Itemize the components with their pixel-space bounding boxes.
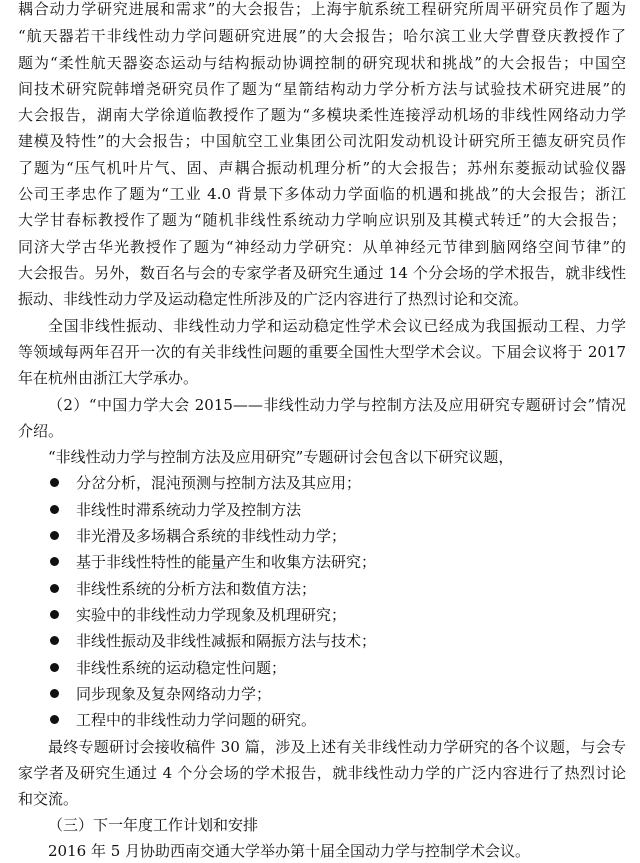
list-item-text: 基于非线性特性的能量产生和收集方法研究； bbox=[76, 553, 377, 571]
list-item-text: 分岔分析，混沌预测与控制方法及其应用； bbox=[76, 474, 362, 492]
paragraph-1-line: 公司王孝忠作了题为“工业 4.0 背景下多体动力学面临的机遇和挑战”的大会报告；浙江 bbox=[18, 185, 626, 203]
list-item-text: 实验中的非线性动力学现象及机理研究； bbox=[76, 606, 347, 624]
list-item-text: 同步现象及复杂网络动力学； bbox=[76, 685, 272, 703]
list-item-text: 工程中的非线性动力学问题的研究。 bbox=[76, 711, 317, 729]
paragraph-1-line: 耦合动力学研究进展和需求”的大会报告；上海宇航系统工程研究所周平研究员作了题为 bbox=[18, 0, 626, 18]
list-item-text: 非线性振动及非线性减振和隔振方法与技术； bbox=[76, 632, 377, 650]
section-3-heading: （三）下一年度工作计划和安排 bbox=[48, 816, 259, 834]
bullet-icon bbox=[50, 610, 59, 619]
bullet-icon bbox=[50, 557, 59, 566]
list-item-text: 非光滑及多场耦合系统的非线性动力学； bbox=[76, 527, 347, 545]
paragraph-1-line: 建模及特性”的大会报告；中国航空工业集团公司沈阳发动机设计研究所王德友研究员作 bbox=[18, 132, 626, 150]
bullet-icon bbox=[50, 505, 59, 514]
list-item bbox=[18, 473, 626, 493]
paragraph-1-line: 题为“柔性航天器姿态运动与结构振动协调控制的研究现状和挑战”的大会报告；中国空 bbox=[18, 54, 626, 72]
list-item bbox=[18, 552, 626, 572]
paragraph-2-line: 等领域每两年召开一次的有关非线性问题的重要全国性大型学术会议。下届会议将于 2017 bbox=[18, 343, 626, 361]
bullet-icon bbox=[50, 715, 59, 724]
list-item bbox=[18, 579, 626, 599]
list-item bbox=[18, 605, 626, 625]
bullet-icon bbox=[50, 478, 59, 487]
list-item-text: 非线性系统的分析方法和数值方法； bbox=[76, 580, 317, 598]
paragraph-1-line: 了题为“压气机叶片气、固、声耦合振动机理分析”的大会报告；苏州东菱振动试验仪器 bbox=[18, 159, 626, 177]
plan-line: 2016 年 5 月协助西南交通大学举办第十届全国动力学与控制学术会议。 bbox=[48, 842, 531, 860]
summary-line: 最终专题研讨会接收稿件 30 篇，涉及上述有关非线性动力学研究的各个议题，与会专 bbox=[48, 738, 626, 756]
bullet-icon bbox=[50, 689, 59, 698]
section-2-heading-line: 介绍。 bbox=[18, 422, 64, 440]
summary-line: 和交流。 bbox=[18, 790, 79, 808]
list-item bbox=[18, 500, 626, 520]
list-item bbox=[18, 710, 626, 730]
summary-line: 家学者及研究生通过 4 个分会场的学术报告，就非线性动力学的广泛内容进行了热烈讨论 bbox=[18, 764, 626, 782]
paragraph-1-line: 同济大学古华光教授作了题为“神经动力学研究：从单神经元节律到脑网络空间节律”的 bbox=[18, 238, 626, 256]
section-2-heading-line: （2）“中国力学大会 2015——非线性动力学与控制方法及应用研究专题研讨会”情况 bbox=[48, 396, 626, 414]
paragraph-1-line: 振动、非线性动力学及运动稳定性所涉及的广泛内容进行了热烈讨论和交流。 bbox=[18, 290, 529, 308]
list-item bbox=[18, 684, 626, 704]
bullet-icon bbox=[50, 584, 59, 593]
list-item bbox=[18, 526, 626, 546]
list-item-text: 非线性系统的运动稳定性问题； bbox=[76, 659, 287, 677]
paragraph-2-line: 全国非线性振动、非线性动力学和运动稳定性学术会议已经成为我国振动工程、力学 bbox=[48, 317, 626, 335]
paragraph-1-line: 大会报告。另外，数百名与会的专家学者及研究生通过 14 个分会场的学术报告，就非线性 bbox=[18, 264, 626, 282]
topics-intro: “非线性动力学与控制方法及应用研究”专题研讨会包含以下研究议题， bbox=[48, 448, 514, 466]
paragraph-1-line: 间技术研究院韩增尧研究员作了题为“星箭结构动力学分析方法与试验技术研究进展”的 bbox=[18, 80, 626, 98]
list-item bbox=[18, 631, 626, 651]
paragraph-1-line: 大学甘春标教授作了题为“随机非线性系统动力学响应识别及其模式转迁”的大会报告； bbox=[18, 211, 626, 229]
paragraph-1-line: 大会报告，湖南大学徐道临教授作了题为“多模块柔性连接浮动机场的非线性网络动力学 bbox=[18, 106, 626, 124]
bullet-icon bbox=[50, 663, 59, 672]
list-item-text: 非线性时滞系统动力学及控制方法 bbox=[76, 501, 302, 519]
bullet-icon bbox=[50, 531, 59, 540]
bullet-icon bbox=[50, 636, 59, 645]
list-item bbox=[18, 658, 626, 678]
paragraph-2-line: 年在杭州由浙江大学承办。 bbox=[18, 369, 199, 387]
paragraph-1-line: “航天器若干非线性动力学问题研究进展”的大会报告；哈尔滨工业大学曹登庆教授作了 bbox=[18, 27, 626, 45]
